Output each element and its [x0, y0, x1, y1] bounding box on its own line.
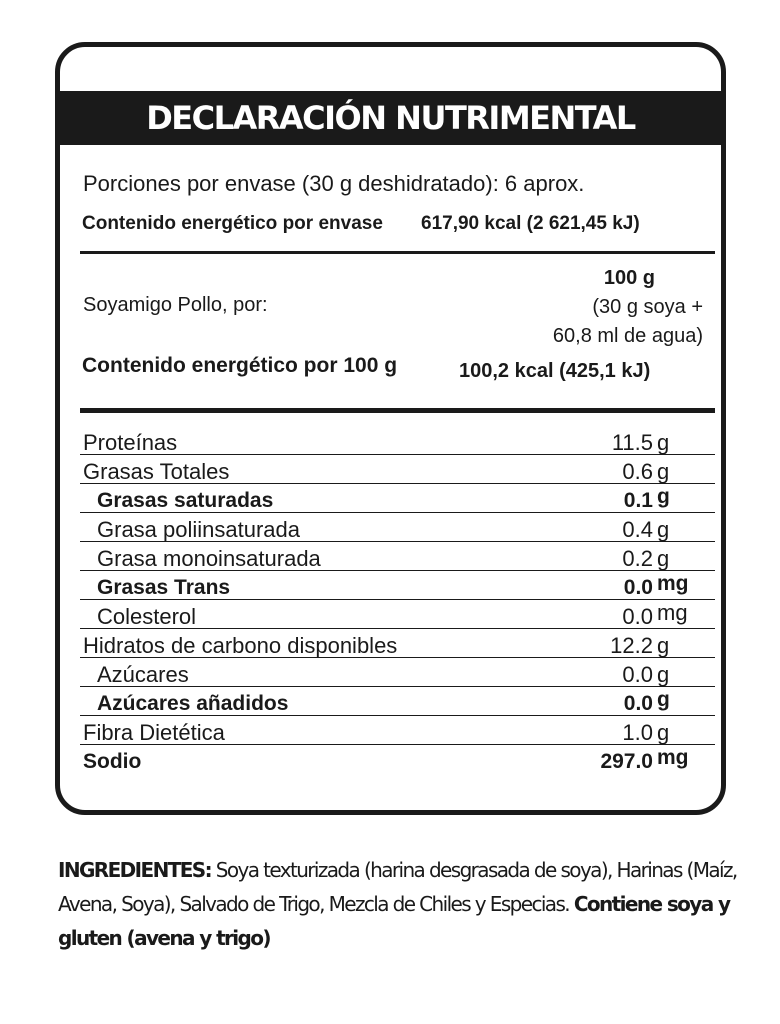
- nutrient-row: [80, 629, 715, 658]
- ingredients-label: INGREDIENTES:: [58, 858, 212, 882]
- nutrient-value: 0.4: [622, 517, 653, 542]
- nutrient-value: 0.0: [623, 576, 653, 599]
- column-header-line2: 60,8 ml de agua): [552, 325, 703, 347]
- energy-per-pack-value: 617,90 kcal (2 621,45 kJ): [421, 213, 640, 234]
- nutrient-name: Fibra Dietética: [83, 720, 225, 745]
- nutrient-unit: g: [657, 517, 670, 542]
- ingredients-text: [58, 853, 738, 955]
- column-header-amount: 100 g: [603, 267, 655, 289]
- nutrient-name: Azúcares añadidos: [97, 692, 289, 715]
- energy-per-100: [82, 354, 651, 382]
- nutrient-unit: g: [657, 546, 670, 571]
- nutrient-name: Grasa poliinsaturada: [97, 517, 301, 542]
- nutrient-row: [80, 600, 715, 629]
- nutrient-value: 0.6: [622, 459, 653, 484]
- nutrient-value: 0.0: [623, 692, 653, 715]
- nutrient-unit: g: [657, 430, 670, 455]
- ingredients-list: Soya texturizada (harina desgrasada de soya), Harinas (Maíz, Avena, Soya), Salvado de Trigo, Mezcla de Chiles y Especias.: [58, 858, 737, 916]
- nutrient-value: 12.2: [610, 633, 653, 658]
- nutrient-unit: g: [657, 688, 670, 711]
- nutrient-unit: mg: [657, 746, 689, 769]
- nutrient-value: 0.0: [622, 604, 653, 629]
- energy-per-pack: [82, 213, 640, 235]
- divider-thick: [80, 408, 715, 413]
- nutrient-unit: mg: [657, 572, 689, 595]
- nutrient-name: Azúcares: [97, 662, 189, 687]
- nutrient-unit: g: [657, 720, 670, 745]
- nutrient-row: [80, 426, 715, 455]
- product-per-label: Soyamigo Pollo, por:: [83, 294, 268, 316]
- nutrient-unit: g: [657, 662, 670, 687]
- nutrient-name: Colesterol: [97, 604, 197, 629]
- allergen-statement: Contiene soya y gluten (avena y trigo): [58, 892, 730, 950]
- nutrient-row: [80, 513, 715, 542]
- nutrient-row: [80, 484, 715, 513]
- nutrient-row: [80, 455, 715, 484]
- nutrient-value: 0.1: [623, 489, 653, 512]
- divider-thin: [80, 251, 715, 254]
- nutrition-panel: [55, 42, 726, 815]
- nutrient-value: 1.0: [622, 720, 653, 745]
- nutrient-unit: g: [657, 485, 670, 508]
- nutrient-name: Sodio: [83, 750, 142, 773]
- nutrient-unit: g: [657, 459, 670, 484]
- nutrient-unit: g: [657, 633, 670, 658]
- nutrient-name: Proteínas: [83, 430, 178, 455]
- nutrient-row: [80, 571, 715, 600]
- panel-title: DECLARACIÓN NUTRIMENTAL: [60, 91, 721, 145]
- nutrient-row: [80, 687, 715, 716]
- nutrient-name: Hidratos de carbono disponibles: [83, 633, 398, 658]
- nutrient-unit: mg: [657, 600, 688, 625]
- energy-per-100-label: Contenido energético por 100 g: [82, 354, 398, 377]
- nutrient-value: 11.5: [611, 430, 653, 455]
- nutrient-name: Grasas Totales: [83, 459, 230, 484]
- nutrient-name: Grasas Trans: [97, 576, 231, 599]
- nutrient-row: [80, 542, 715, 571]
- nutrient-table: [80, 426, 715, 774]
- nutrient-value: 297.0: [600, 750, 653, 773]
- nutrient-row: [80, 658, 715, 687]
- nutrient-name: Grasa monoinsaturada: [97, 546, 321, 571]
- column-header: [553, 264, 703, 351]
- energy-per-pack-label: Contenido energético por envase: [82, 213, 383, 234]
- nutrient-value: 0.2: [622, 546, 653, 571]
- nutrient-row: [80, 716, 715, 745]
- energy-per-100-value: 100,2 kcal (425,1 kJ): [459, 360, 651, 382]
- nutrient-name: Grasas saturadas: [97, 489, 274, 512]
- servings-text: Porciones por envase (30 g deshidratado): 6 aprox.: [83, 171, 585, 196]
- column-header-line1: (30 g soya +: [592, 296, 703, 318]
- nutrient-value: 0.0: [622, 662, 653, 687]
- nutrient-row: [80, 745, 715, 774]
